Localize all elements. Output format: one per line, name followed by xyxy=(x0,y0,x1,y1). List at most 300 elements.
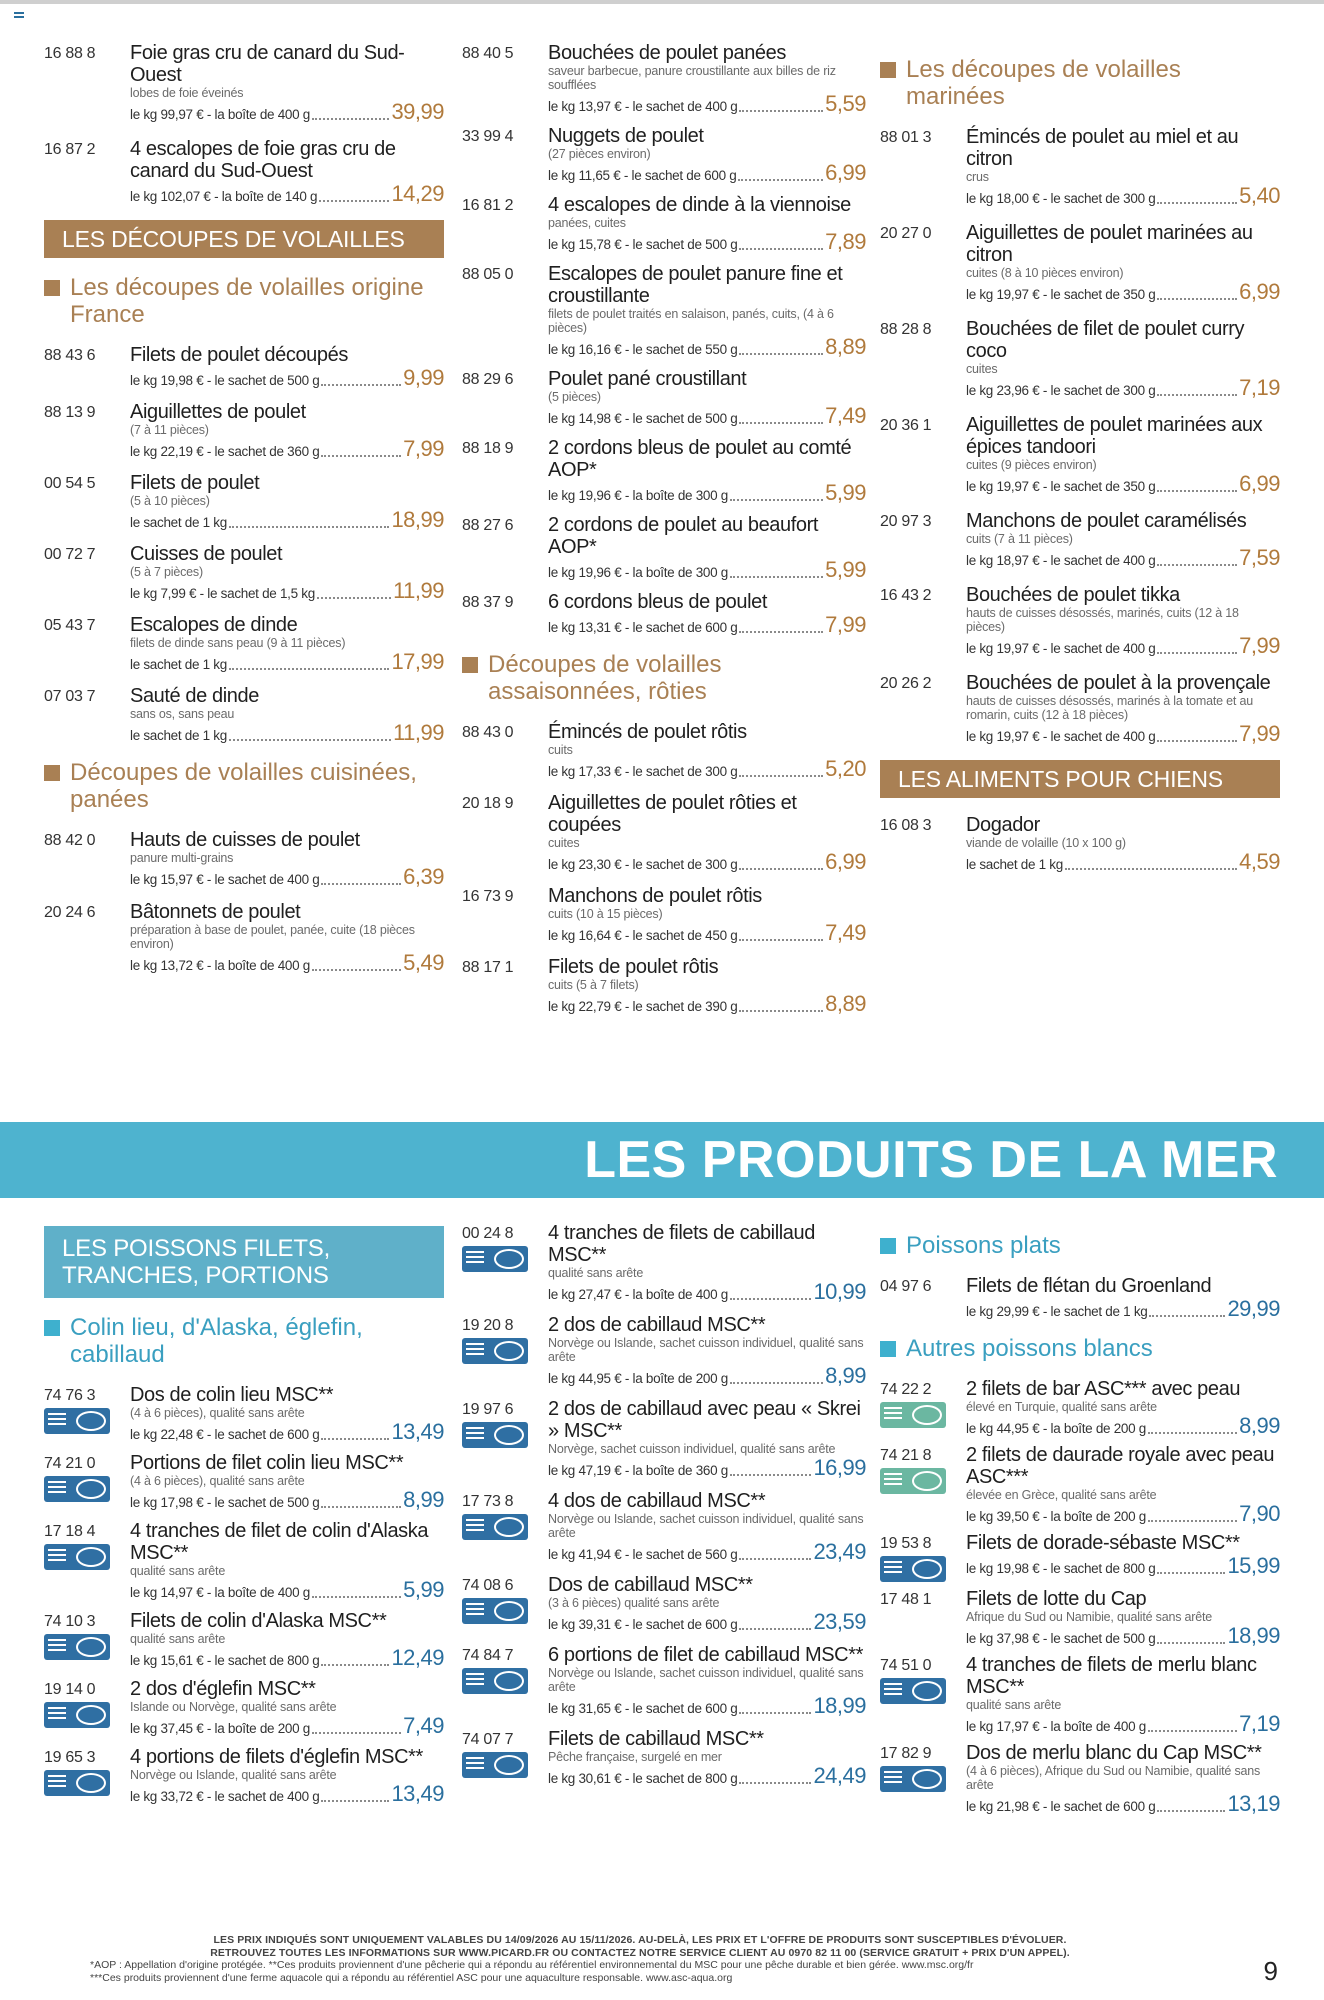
product-name: 4 tranches de filets de cabillaud MSC** xyxy=(548,1222,815,1266)
logo-mark xyxy=(912,1559,942,1579)
product-item[interactable] xyxy=(880,1275,1280,1321)
product-details: panées, cuites xyxy=(548,216,626,230)
product-details: filets de poulet traités en salaison, panés, cuits, (4 à 6 pièces) xyxy=(548,307,834,335)
product-code-block xyxy=(880,1588,966,1648)
product-item[interactable] xyxy=(44,138,444,206)
product-code: 88 29 6 xyxy=(462,371,514,388)
product-price: 6,99 xyxy=(825,849,866,874)
dot-leader xyxy=(739,1010,823,1012)
product-item[interactable] xyxy=(462,1398,866,1480)
product-body xyxy=(548,1490,866,1564)
dot-leader xyxy=(1148,1730,1237,1732)
product-code: 16 73 9 xyxy=(462,888,514,905)
product-item[interactable] xyxy=(880,1742,1280,1816)
product-code: 33 99 4 xyxy=(462,128,514,145)
price-line xyxy=(966,1792,1280,1816)
product-code-block xyxy=(462,1490,548,1564)
product-code: 88 17 1 xyxy=(462,959,514,976)
column-3-bottom xyxy=(880,1222,1280,1822)
logo-lines xyxy=(466,1427,484,1429)
price-line xyxy=(966,722,1280,746)
product-details: élevée en Grèce, qualité sans arête xyxy=(966,1488,1157,1502)
product-code: 74 84 7 xyxy=(462,1647,514,1664)
product-item[interactable] xyxy=(44,1520,444,1602)
product-code: 16 43 2 xyxy=(880,587,932,604)
product-body xyxy=(966,1378,1280,1438)
product-item[interactable] xyxy=(462,721,866,781)
product-item[interactable] xyxy=(880,318,1280,400)
column-2-top xyxy=(462,42,866,1027)
banner-title: LES PRODUITS DE LA MER xyxy=(584,1131,1278,1189)
product-price: 13,49 xyxy=(391,1781,444,1806)
product-body xyxy=(130,685,444,745)
unit-price: le kg 37,45 € - la boîte de 200 g xyxy=(130,1721,310,1736)
column-1-bottom xyxy=(44,1222,444,1814)
product-body xyxy=(548,368,866,428)
unit-price: le kg 21,98 € - le sachet de 600 g xyxy=(966,1799,1156,1814)
product-item[interactable] xyxy=(880,584,1280,658)
product-name: 4 tranches de filet de colin d'Alaska MSC** xyxy=(130,1520,429,1564)
unit-price: le kg 22,19 € - le sachet de 360 g xyxy=(130,444,320,459)
product-name: Aiguillettes de poulet xyxy=(130,401,306,423)
product-body xyxy=(548,792,866,874)
product-price: 7,99 xyxy=(1239,633,1280,658)
product-code: 88 43 0 xyxy=(462,724,514,741)
logo-mark xyxy=(912,1471,942,1491)
unit-price: le kg 14,98 € - le sachet de 500 g xyxy=(548,411,738,426)
product-name: Sauté de dinde xyxy=(130,685,259,707)
product-price: 9,99 xyxy=(403,365,444,390)
dot-leader xyxy=(730,1382,823,1384)
unit-price: le kg 19,97 € - le sachet de 350 g xyxy=(966,287,1156,302)
square-bullet xyxy=(44,280,60,296)
dot-leader xyxy=(1157,298,1237,300)
dot-leader xyxy=(739,1782,811,1784)
logo-lines xyxy=(48,1549,66,1551)
product-item[interactable] xyxy=(44,1610,444,1670)
dot-leader xyxy=(321,384,401,386)
product-name: Escalopes de dinde xyxy=(130,614,298,636)
product-body xyxy=(548,514,866,582)
product-code-block xyxy=(462,1222,548,1304)
product-item[interactable] xyxy=(462,42,866,116)
logo-lines xyxy=(48,1707,66,1709)
price-line xyxy=(548,1764,866,1788)
dot-leader xyxy=(739,939,823,941)
price-line xyxy=(548,1280,866,1304)
product-body xyxy=(966,222,1280,304)
product-code: 74 22 2 xyxy=(880,1381,932,1398)
product-code-block xyxy=(462,1398,548,1480)
product-item[interactable] xyxy=(462,194,866,254)
unit-price: le kg 18,97 € - le sachet de 400 g xyxy=(966,553,1156,568)
price-line xyxy=(966,634,1280,658)
product-name: 6 cordons bleus de poulet xyxy=(548,591,768,613)
unit-price: le kg 19,98 € - le sachet de 800 g xyxy=(966,1561,1156,1576)
logo-lines xyxy=(466,1343,484,1345)
dot-leader xyxy=(321,1800,389,1802)
product-name: Cuisses de poulet xyxy=(130,543,283,565)
top-rule xyxy=(0,0,1324,4)
footer-line: RETROUVEZ TOUTES LES INFORMATIONS SUR WWW.PICARD.FR OU CONTACTEZ NOTRE SERVICE CLIENT AU 0970 82 11 00 (SERVICE GRATUIT + PRIX D'UN APPEL). xyxy=(210,1946,1070,1959)
product-item[interactable] xyxy=(462,1314,866,1388)
product-details: lobes de foie éveinés xyxy=(130,86,244,100)
product-item[interactable] xyxy=(462,1222,866,1304)
product-item[interactable] xyxy=(880,1588,1280,1648)
product-code-block xyxy=(44,1384,130,1444)
unit-price: le sachet de 1 kg xyxy=(130,515,227,530)
price-line xyxy=(130,721,444,745)
product-item[interactable] xyxy=(880,814,1280,874)
unit-price: le kg 17,33 € - le sachet de 300 g xyxy=(548,764,738,779)
product-details: Norvège ou Islande, sachet cuisson individuel, qualité sans arête xyxy=(548,1512,864,1540)
product-body xyxy=(548,1222,866,1304)
product-name: Bouchées de poulet à la provençale xyxy=(966,672,1271,694)
product-item[interactable] xyxy=(44,42,444,124)
product-price: 7,89 xyxy=(825,229,866,254)
logo-mark xyxy=(494,1755,524,1775)
square-bullet xyxy=(44,765,60,781)
dot-leader xyxy=(1157,1642,1225,1644)
dot-leader xyxy=(1148,1432,1237,1434)
dot-leader xyxy=(739,775,823,777)
product-price: 12,49 xyxy=(391,1645,444,1670)
column-1-top xyxy=(44,42,444,987)
product-item[interactable] xyxy=(462,1574,866,1634)
product-body xyxy=(548,125,866,185)
logo-mark xyxy=(912,1405,942,1425)
product-item[interactable] xyxy=(44,344,444,390)
msc-label-icon xyxy=(44,1408,110,1434)
product-price: 5,99 xyxy=(825,557,866,582)
square-bullet xyxy=(880,1238,896,1254)
dot-leader xyxy=(1157,394,1237,396)
msc-label-icon xyxy=(462,1338,528,1364)
price-line xyxy=(548,335,866,359)
unit-price: le kg 11,65 € - le sachet de 600 g xyxy=(548,168,737,183)
price-line xyxy=(548,1456,866,1480)
product-details: qualité sans arête xyxy=(966,1698,1062,1712)
page-number: 9 xyxy=(1263,1956,1278,1986)
product-item[interactable] xyxy=(44,685,444,745)
dot-leader xyxy=(1157,564,1237,566)
product-name: Portions de filet colin lieu MSC** xyxy=(130,1452,404,1474)
product-item[interactable] xyxy=(462,514,866,582)
product-item[interactable] xyxy=(44,1384,444,1444)
product-body xyxy=(130,543,444,603)
product-name: Filets de dorade-sébaste MSC** xyxy=(966,1532,1240,1554)
price-line xyxy=(966,546,1280,570)
subsection-assaisonnees: Découpes de volailles assaisonnées, rôties xyxy=(462,651,866,705)
product-body xyxy=(130,829,444,889)
price-line xyxy=(548,161,866,185)
product-price: 6,99 xyxy=(1239,471,1280,496)
unit-price: le kg 99,97 € - la boîte de 400 g xyxy=(130,107,310,122)
logo-mark xyxy=(494,1425,524,1445)
price-line xyxy=(130,1782,444,1806)
unit-price: le kg 22,48 € - le sachet de 600 g xyxy=(130,1427,320,1442)
dot-leader xyxy=(319,200,389,202)
product-code: 00 72 7 xyxy=(44,546,96,563)
product-body xyxy=(966,1742,1280,1816)
product-item[interactable] xyxy=(462,956,866,1016)
price-line xyxy=(130,650,444,674)
product-name: 4 portions de filets d'églefin MSC** xyxy=(130,1746,423,1768)
product-item[interactable] xyxy=(462,263,866,359)
product-name: Bouchées de filet de poulet curry coco xyxy=(966,318,1245,362)
msc-label-icon xyxy=(44,1770,110,1796)
logo-mark xyxy=(494,1601,524,1621)
product-item[interactable] xyxy=(44,472,444,532)
product-details: cuits (5 à 7 filets) xyxy=(548,978,639,992)
product-body xyxy=(548,1398,866,1480)
column-3-top xyxy=(880,42,1280,874)
product-price: 15,99 xyxy=(1227,1553,1280,1578)
logo-mark xyxy=(912,1769,942,1789)
product-code: 17 48 1 xyxy=(880,1591,932,1608)
product-item[interactable] xyxy=(462,125,866,185)
product-name: Manchons de poulet rôtis xyxy=(548,885,762,907)
product-name: Dogador xyxy=(966,814,1040,836)
price-line xyxy=(130,1578,444,1602)
product-code-block xyxy=(880,1532,966,1582)
product-price: 5,99 xyxy=(825,480,866,505)
product-item[interactable] xyxy=(880,1654,1280,1736)
price-line xyxy=(966,1554,1280,1578)
msc-label-icon xyxy=(462,1514,528,1540)
price-line xyxy=(548,1610,866,1634)
product-item[interactable] xyxy=(44,401,444,461)
dot-leader xyxy=(730,499,823,501)
product-details: crus xyxy=(966,170,989,184)
product-item[interactable] xyxy=(44,614,444,674)
logo-mark xyxy=(76,1637,106,1657)
product-body xyxy=(548,721,866,781)
dot-leader xyxy=(1157,1572,1225,1574)
dot-leader xyxy=(1157,740,1237,742)
product-details: Norvège ou Islande, qualité sans arête xyxy=(130,1768,337,1782)
unit-price: le sachet de 1 kg xyxy=(130,657,227,672)
product-price: 8,99 xyxy=(825,1363,866,1388)
product-code: 88 42 0 xyxy=(44,832,96,849)
product-item[interactable] xyxy=(880,1532,1280,1582)
product-price: 5,59 xyxy=(825,91,866,116)
footer-note: *AOP : Appellation d'origine protégée. **Ces produits proviennent d'une pêcherie qui a répondu au référentiel environnemental du MSC pour une pêche durable et bien gérée. www.msc.org/fr xyxy=(90,1959,974,1971)
product-price: 7,49 xyxy=(825,403,866,428)
product-code: 17 73 8 xyxy=(462,1493,514,1510)
product-code-block xyxy=(44,1520,130,1602)
product-details: Afrique du Sud ou Namibie, qualité sans arête xyxy=(966,1610,1213,1624)
product-code: 88 43 6 xyxy=(44,347,96,364)
product-item[interactable] xyxy=(880,510,1280,570)
dot-leader xyxy=(1157,490,1237,492)
footer-legal xyxy=(90,1934,1190,1984)
footer-note: ***Ces produits proviennent d'une ferme aquacole qui a répondu au référentiel ASC pour une aquaculture responsable. www.asc-aqua.org xyxy=(90,1971,733,1984)
product-body xyxy=(130,614,444,674)
product-price: 5,99 xyxy=(403,1577,444,1602)
unit-price: le kg 47,19 € - la boîte de 360 g xyxy=(548,1463,728,1478)
logo-mark xyxy=(76,1773,106,1793)
product-price: 7,49 xyxy=(403,1713,444,1738)
unit-price: le kg 16,16 € - le sachet de 550 g xyxy=(548,342,738,357)
product-price: 4,59 xyxy=(1239,849,1280,874)
product-body xyxy=(130,138,444,206)
product-details: cuits xyxy=(548,743,573,757)
product-item[interactable] xyxy=(44,1678,444,1738)
product-item[interactable] xyxy=(462,885,866,945)
price-line xyxy=(966,280,1280,304)
product-code: 88 05 0 xyxy=(462,266,514,283)
product-name: 2 dos d'églefin MSC** xyxy=(130,1678,316,1700)
product-name: Filets de poulet xyxy=(130,472,260,494)
dot-leader xyxy=(739,1628,811,1630)
msc-label-icon xyxy=(44,1702,110,1728)
product-body xyxy=(130,1678,444,1738)
product-item[interactable] xyxy=(44,1452,444,1512)
dot-leader xyxy=(321,1664,389,1666)
logo-lines xyxy=(466,1519,484,1521)
product-item[interactable] xyxy=(44,1746,444,1806)
product-item[interactable] xyxy=(462,1644,866,1718)
price-line xyxy=(966,1712,1280,1736)
price-line xyxy=(130,1420,444,1444)
unit-price: le kg 18,00 € - le sachet de 300 g xyxy=(966,191,1156,206)
dot-leader xyxy=(1157,202,1237,204)
product-price: 23,49 xyxy=(813,1539,866,1564)
price-line xyxy=(130,951,444,975)
product-details: (4 à 6 pièces), qualité sans arête xyxy=(130,1474,305,1488)
product-item[interactable] xyxy=(44,543,444,603)
product-price: 29,99 xyxy=(1227,1296,1280,1321)
product-price: 13,19 xyxy=(1227,1791,1280,1816)
unit-price: le kg 31,65 € - le sachet de 600 g xyxy=(548,1701,738,1716)
product-code: 19 97 6 xyxy=(462,1401,514,1418)
price-line xyxy=(130,1646,444,1670)
product-body xyxy=(966,814,1280,874)
msc-label-icon xyxy=(880,1556,946,1582)
product-details: (5 pièces) xyxy=(548,390,601,404)
product-item[interactable] xyxy=(880,222,1280,304)
product-name: Dos de cabillaud MSC** xyxy=(548,1574,753,1596)
product-price: 13,49 xyxy=(391,1419,444,1444)
product-name: Émincés de poulet au miel et au citron xyxy=(966,126,1239,170)
product-name: 4 tranches de filets de merlu blanc MSC** xyxy=(966,1654,1257,1698)
product-code-block xyxy=(880,1444,966,1526)
product-details: cuites xyxy=(548,836,580,850)
product-price: 8,89 xyxy=(825,991,866,1016)
dot-leader xyxy=(312,969,401,971)
dot-leader xyxy=(321,883,401,885)
logo-mark xyxy=(494,1671,524,1691)
unit-price: le kg 27,47 € - la boîte de 400 g xyxy=(548,1287,728,1302)
price-line xyxy=(966,376,1280,400)
product-code: 88 27 6 xyxy=(462,517,514,534)
logo-mark xyxy=(76,1705,106,1725)
unit-price: le kg 7,99 € - le sachet de 1,5 kg xyxy=(130,586,315,601)
product-code: 17 18 4 xyxy=(44,1523,96,1540)
product-code: 88 28 8 xyxy=(880,321,932,338)
price-line xyxy=(548,613,866,637)
dot-leader xyxy=(229,526,389,528)
product-details: panure multi-grains xyxy=(130,851,234,865)
product-item[interactable] xyxy=(880,672,1280,746)
product-item[interactable] xyxy=(44,829,444,889)
product-item[interactable] xyxy=(462,437,866,505)
product-body xyxy=(130,1610,444,1670)
dot-leader xyxy=(321,1506,401,1508)
product-item[interactable] xyxy=(462,368,866,428)
unit-price: le kg 14,97 € - la boîte de 400 g xyxy=(130,1585,310,1600)
product-body xyxy=(966,414,1280,496)
logo-lines xyxy=(884,1407,902,1409)
product-item[interactable] xyxy=(880,126,1280,208)
product-item[interactable] xyxy=(462,591,866,637)
product-price: 11,99 xyxy=(393,720,444,745)
product-body xyxy=(966,672,1280,746)
product-code: 19 65 3 xyxy=(44,1749,96,1766)
product-body xyxy=(548,885,866,945)
product-details: Norvège ou Islande, sachet cuisson individuel, qualité sans arête xyxy=(548,1336,864,1364)
logo-lines xyxy=(48,1775,66,1777)
product-details: (5 à 7 pièces) xyxy=(130,565,203,579)
product-code: 05 43 7 xyxy=(44,617,96,634)
section-band-poissons: LES POISSONS FILETS, TRANCHES, PORTIONS xyxy=(44,1226,444,1298)
product-details: (5 à 10 pièces) xyxy=(130,494,210,508)
product-body xyxy=(548,42,866,116)
msc-label-icon xyxy=(44,1476,110,1502)
product-body xyxy=(548,1314,866,1388)
product-item[interactable] xyxy=(462,1490,866,1564)
asc-label-icon xyxy=(880,1468,946,1494)
product-item[interactable] xyxy=(880,1378,1280,1438)
product-code: 17 82 9 xyxy=(880,1745,932,1762)
product-code-block xyxy=(462,1574,548,1634)
product-price: 17,99 xyxy=(391,649,444,674)
product-item[interactable] xyxy=(462,792,866,874)
menu-icon[interactable] xyxy=(14,12,24,18)
unit-price: le kg 19,96 € - la boîte de 300 g xyxy=(548,488,728,503)
unit-price: le kg 22,79 € - le sachet de 390 g xyxy=(548,999,738,1014)
product-item[interactable] xyxy=(880,1444,1280,1526)
price-line xyxy=(548,481,866,505)
product-body xyxy=(130,42,444,124)
product-code: 19 20 8 xyxy=(462,1317,514,1334)
product-code: 88 01 3 xyxy=(880,129,932,146)
product-details: (3 à 6 pièces) qualité sans arête xyxy=(548,1596,720,1610)
product-code-block xyxy=(44,1678,130,1738)
dot-leader xyxy=(312,1732,401,1734)
price-line xyxy=(966,1502,1280,1526)
product-code: 16 08 3 xyxy=(880,817,932,834)
unit-price: le kg 39,31 € - le sachet de 600 g xyxy=(548,1617,738,1632)
unit-price: le kg 19,98 € - le sachet de 500 g xyxy=(130,373,320,388)
product-code-block xyxy=(880,1378,966,1438)
logo-lines xyxy=(48,1413,66,1415)
unit-price: le kg 19,96 € - la boîte de 300 g xyxy=(548,565,728,580)
product-item[interactable] xyxy=(462,1728,866,1788)
product-code: 16 81 2 xyxy=(462,197,514,214)
product-code: 74 10 3 xyxy=(44,1613,96,1630)
product-price: 18,99 xyxy=(1227,1623,1280,1648)
product-body xyxy=(966,1654,1280,1736)
product-item[interactable] xyxy=(880,414,1280,496)
dot-leader xyxy=(730,576,823,578)
section-banner-mer xyxy=(0,1122,1324,1198)
product-details: viande de volaille (10 x 100 g) xyxy=(966,836,1126,850)
product-price: 8,89 xyxy=(825,334,866,359)
product-item[interactable] xyxy=(44,901,444,975)
product-name: 6 portions de filet de cabillaud MSC** xyxy=(548,1644,863,1666)
